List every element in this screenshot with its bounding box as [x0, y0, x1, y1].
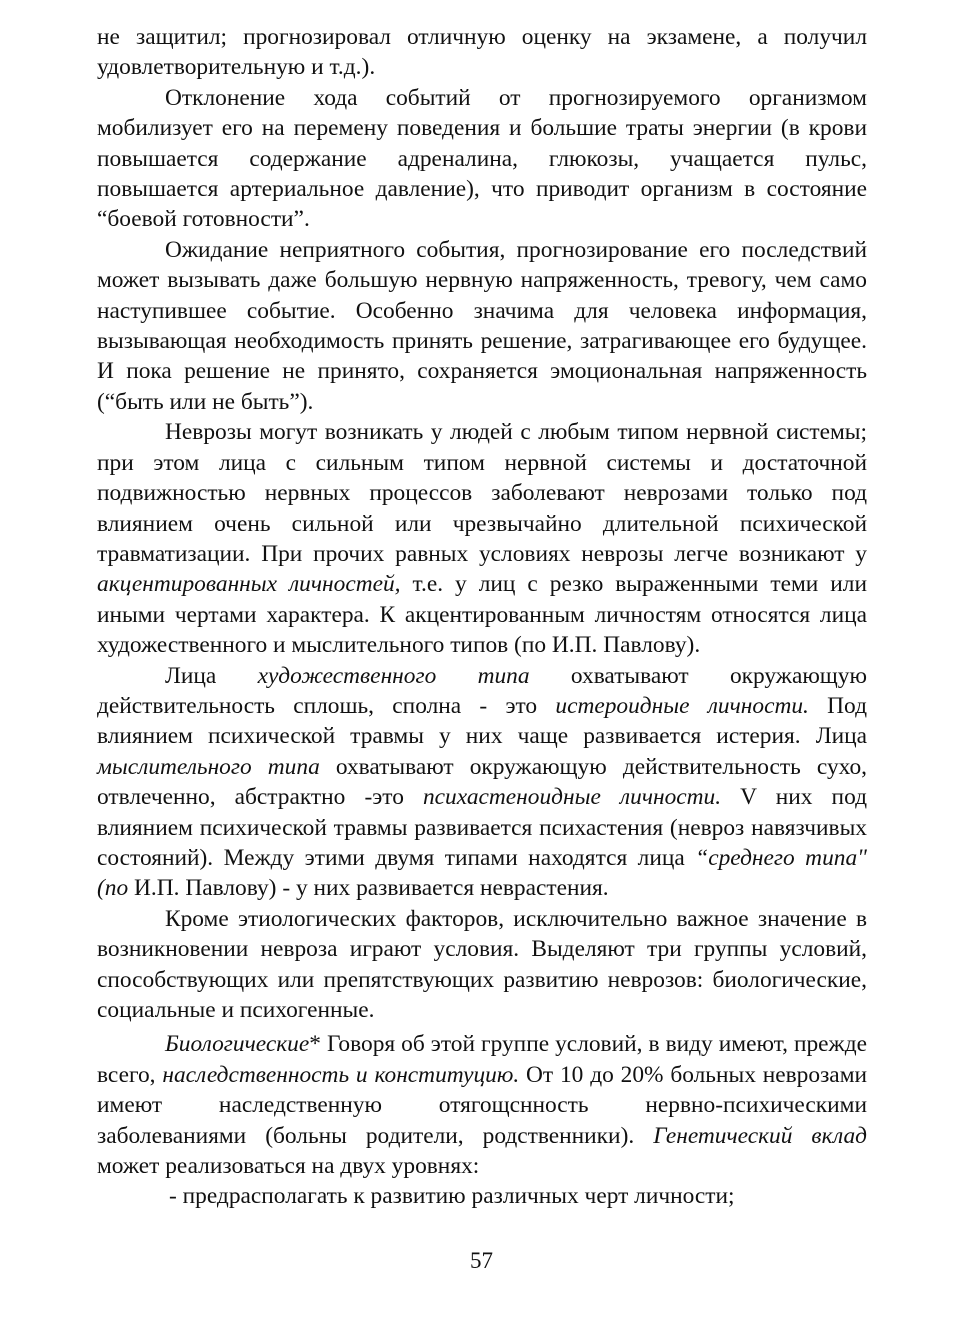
italic-term: психастеноидные личности.: [422, 784, 722, 811]
italic-term: “среднего типа" (по: [97, 844, 867, 902]
paragraph: Ожидание неприятного события, прогнозирование его последствий может вызывать даже большую нервную напряженность, тревогу, чем само наступившее событие. Особенно значима для человека информация, вызывающая необходимость принять решение, затрагивающее его будущее. И пока решение не принято, сохраняется эмоциональная напряженность (“быть или не быть”).: [97, 236, 867, 415]
italic-term: истероидные личности.: [555, 692, 809, 719]
paragraph: Неврозы могут возникать у людей с любым типом нервной системы; при этом лица с сильным типом нервной системы и достаточной подвижностью нервных процессов заболевают неврозами только под влиянием очень сильной или чрезвычайно длительной психической травматизации. При прочих равных условиях неврозы легче возникают у акцентированных личностей, т.е. у лиц с резко выраженными теми или иными чертами характера. К акцентированным личностям относятся лица художественного и мыслительного типов (по И.П. Павлову).: [97, 419, 867, 659]
italic-term: Биологические: [165, 1031, 310, 1058]
list-item: - предрасполагать к развитию различных черт личности;: [169, 1183, 735, 1210]
paragraph: Биологические* Говоря об этой группе условий, в виду имеют, прежде всего, наследственность и конституцию. От 10 до 20% больных неврозами имеют наследственную отягощснность нервно-психическими заболеваниями (больны родители, родственники). Генетический вклад может реализоваться на двух уровнях:: [97, 1031, 868, 1180]
paragraph: Кроме этиологических факторов, исключительно важное значение в возникновении невроза играют условия. Выделяют три группы условий, способствующих или препятствующих развитию неврозов: биологические, социальные и психогенные.: [97, 905, 867, 1023]
paragraph: Лица художественного типа охватывают окружающую действительность сплошь, сполна - это истероидные личности. Под влиянием психической травмы у них чаще развивается истерия. Лица мыслительного типа охватывают окружающую действительность сухо, отвлеченно, абстрактно -это психастеноидные личности. V них под влиянием психической травмы развивается психастения (невроз навязчивых состояний). Между этими двумя типами находятся лица “среднего типа" (по И.П. Павлову) - у них развивается неврастения.: [97, 662, 867, 902]
italic-term: Генетический вклад: [653, 1122, 867, 1149]
body-text: [97, 22, 867, 1212]
page-number: 57: [470, 1248, 493, 1273]
paragraph: Отклонение хода событий от прогнозируемого организмом мобилизует его на перемену поведения и большие траты энергии (в крови повышается содержание адреналина, глюкозы, учащается пульс, повышается артериальное давление), что приводит организм в состояние “боевой готовности”.: [97, 84, 867, 233]
italic-term: наследственность и конституцию.: [162, 1061, 520, 1088]
italic-term: мыслительного типа: [97, 753, 320, 780]
paragraph: не защитил; прогнозировал отличную оценку на экзамене, а получил удовлетворительную и т.д.).: [97, 24, 867, 81]
italic-term: художественного типа: [257, 662, 530, 689]
italic-term: акцентированных личностей,: [97, 571, 401, 598]
